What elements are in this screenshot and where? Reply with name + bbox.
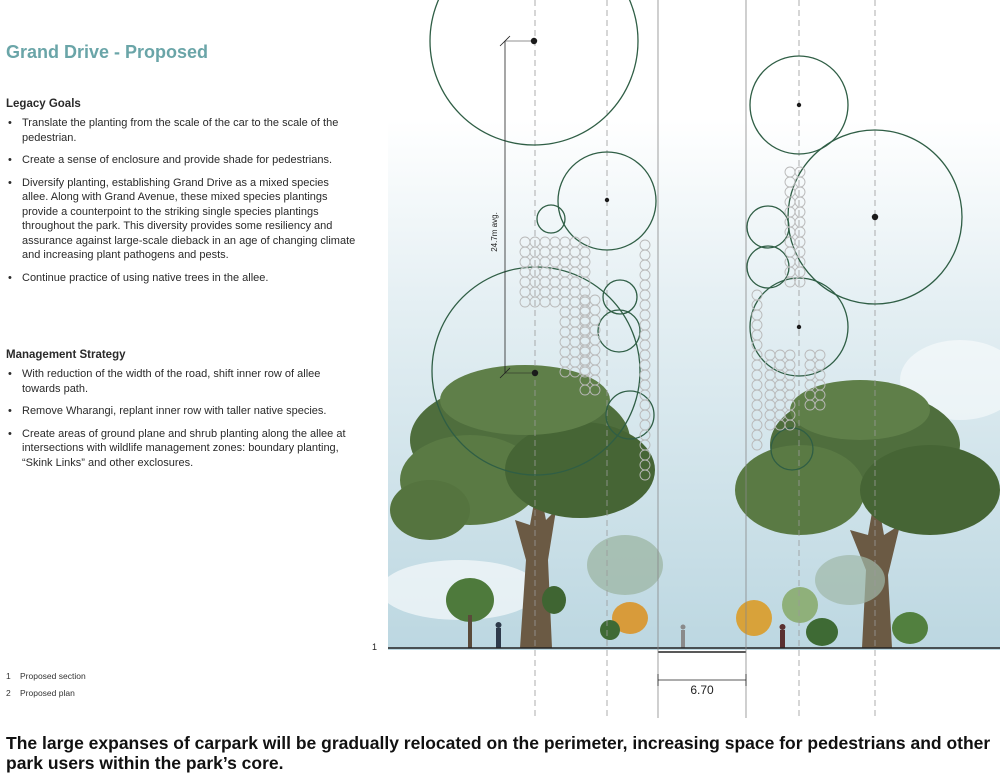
list-item: • Remove Wharangi, replant inner row with taller native species. [6,404,358,419]
person-figure [681,630,685,648]
list-item: • Translate the planting from the scale of the car to the scale of the pedestrian. [6,116,358,145]
autumn-shrub [736,600,772,636]
list-item: • Continue practice of using native trees in the allee. [6,271,358,286]
bottom-statement: The large expanses of carpark will be gradually relocated on the perimeter, increasing space for pedestrians and other park users within the park’s core. [6,733,991,773]
list-item: • Create a sense of enclosure and provide shade for pedestrians. [6,153,358,168]
section-marker: 1 [372,642,378,652]
list-item: • Create areas of ground plane and shrub planting along the allee at intersections with wildlife management zones: boundary planting, “Skink Links” and other exclosures. [6,427,358,471]
caption-number: 1 [6,671,11,681]
small-tree [782,587,818,623]
person-figure [496,628,501,648]
caption-number: 2 [6,688,11,698]
background-tree [815,555,885,605]
spacing-dimension-label: 24.7m avg. [490,212,499,252]
road-width-label: 6.70 [690,683,714,697]
list-item: • Diversify planting, establishing Grand Drive as a mixed species allee. Along with Grand Avenue, these mixed species plantings provide a counterpoint to the striking single species plantings throughout the park. This diversity provides some resiliency and assurance against large-scale dieback in an age of changing climate and increasing plant pathogens and pests. [6,176,358,263]
management-strategy-heading: Management Strategy [6,349,126,361]
page-title: Grand Drive - Proposed [6,42,209,62]
shrub [806,618,838,646]
person-figure [780,630,785,648]
shrub [600,620,620,640]
background-tree [587,535,663,595]
shrub [892,612,928,644]
legacy-goals-heading: Legacy Goals [6,98,81,110]
palm [542,586,566,614]
list-item: • With reduction of the width of the road, shift inner row of allee towards path. [6,367,358,396]
caption-label: Proposed plan [20,688,75,698]
caption-label: Proposed section [20,671,86,681]
